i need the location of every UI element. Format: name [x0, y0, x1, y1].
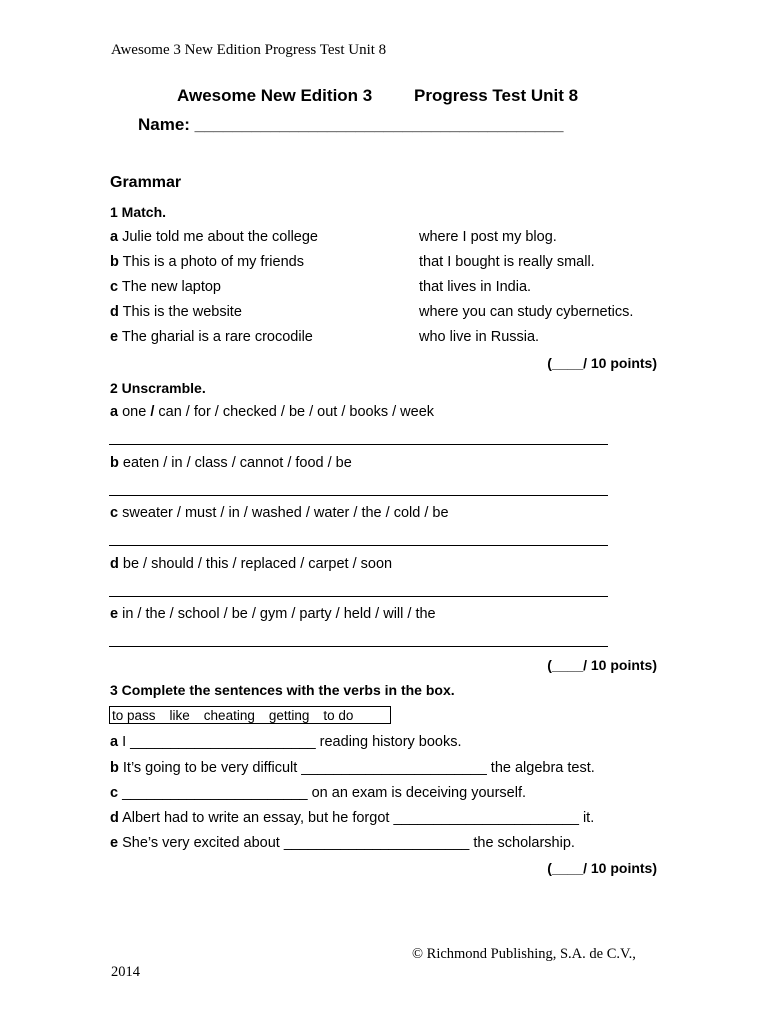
item-text: The new laptop: [118, 279, 221, 295]
item-letter: b: [110, 254, 119, 270]
page-header: Awesome 3 New Edition Progress Test Unit 8: [111, 42, 387, 58]
item-text: sweater / must / in / washed / water / the / cold / be: [118, 505, 449, 521]
name-field[interactable]: Name: _______________________________________: [138, 115, 564, 134]
item-text: one: [118, 404, 151, 420]
verb-like: like: [169, 708, 190, 723]
item-text: This is a photo of my friends: [118, 254, 304, 270]
item-letter: d: [110, 304, 119, 320]
item-text: She’s very excited about _______________________ the scholarship.: [118, 835, 575, 851]
verb-to-do: to do: [323, 708, 354, 723]
test-title: Awesome New Edition 3: [177, 86, 373, 105]
exercise-3-title: 3 Complete the sentences with the verbs in the box.: [110, 682, 455, 698]
test-subtitle: Progress Test Unit 8: [414, 86, 579, 105]
item-text: be / should / this / replaced / carpet / soon: [118, 556, 393, 572]
answer-line-e[interactable]: [109, 646, 608, 647]
item-text: Albert had to write an essay, but he forgot _______________________ it.: [118, 810, 595, 826]
verb-box: [109, 706, 391, 724]
complete-e: [110, 835, 575, 851]
complete-c: [110, 785, 526, 801]
item-letter: e: [110, 835, 119, 851]
unscramble-d: [110, 556, 392, 572]
item-text: Julie told me about the college: [118, 229, 318, 245]
match-right-1: where I post my blog.: [419, 229, 557, 245]
unscramble-e: [110, 606, 436, 622]
item-letter: d: [110, 810, 119, 826]
exercise-1-title: 1 Match.: [110, 204, 167, 220]
section-heading-grammar: Grammar: [110, 174, 182, 191]
match-right-4: where you can study cybernetics.: [419, 304, 634, 320]
match-left-a: [110, 229, 318, 245]
unscramble-c: [110, 505, 449, 521]
item-letter: e: [110, 606, 119, 622]
verb-getting: getting: [268, 708, 310, 723]
item-letter: c: [110, 505, 119, 521]
verb-to-pass: to pass: [112, 708, 156, 723]
item-text: The gharial is a rare crocodile: [118, 329, 313, 345]
complete-a: [110, 734, 462, 750]
footer-year: 2014: [111, 964, 140, 980]
item-letter: a: [110, 229, 119, 245]
item-text: _______________________ on an exam is deceiving yourself.: [118, 785, 527, 801]
unscramble-a: [110, 404, 434, 420]
match-right-3: that lives in India.: [419, 279, 532, 295]
match-left-d: [110, 304, 242, 320]
answer-line-a[interactable]: [109, 444, 608, 445]
verb-cheating: cheating: [203, 708, 255, 723]
item-text-rest: can / for / checked / be / out / books / week: [154, 404, 435, 420]
item-slash: /: [150, 404, 155, 420]
item-letter: d: [110, 556, 119, 572]
item-letter: b: [110, 760, 119, 776]
complete-b: [110, 760, 595, 776]
unscramble-b: [110, 455, 352, 471]
exercise-2-title: 2 Unscramble.: [110, 380, 206, 396]
item-letter: a: [110, 734, 119, 750]
item-text: I _______________________ reading history books.: [118, 734, 462, 750]
match-right-2: that I bought is really small.: [419, 254, 595, 270]
item-letter: e: [110, 329, 119, 345]
match-left-c: [110, 279, 221, 295]
match-left-b: [110, 254, 304, 270]
answer-line-d[interactable]: [109, 596, 608, 597]
exercise-3-points[interactable]: (____/ 10 points): [547, 860, 657, 876]
item-text: It’s going to be very difficult _______________________ the algebra test.: [118, 760, 595, 776]
item-letter: c: [110, 279, 119, 295]
item-letter: c: [110, 785, 119, 801]
item-text: in / the / school / be / gym / party / held / will / the: [118, 606, 436, 622]
match-right-5: who live in Russia.: [419, 329, 540, 345]
exercise-2-points[interactable]: (____/ 10 points): [547, 657, 657, 673]
exercise-1-points[interactable]: (____/ 10 points): [547, 355, 657, 371]
item-text: eaten / in / class / cannot / food / be: [118, 455, 352, 471]
item-letter: a: [110, 404, 119, 420]
answer-line-b[interactable]: [109, 495, 608, 496]
item-text: This is the website: [118, 304, 242, 320]
answer-line-c[interactable]: [109, 545, 608, 546]
footer-copyright: © Richmond Publishing, S.A. de C.V.,: [412, 946, 636, 962]
item-letter: b: [110, 455, 119, 471]
complete-d: [110, 810, 594, 826]
match-left-e: [110, 329, 313, 345]
